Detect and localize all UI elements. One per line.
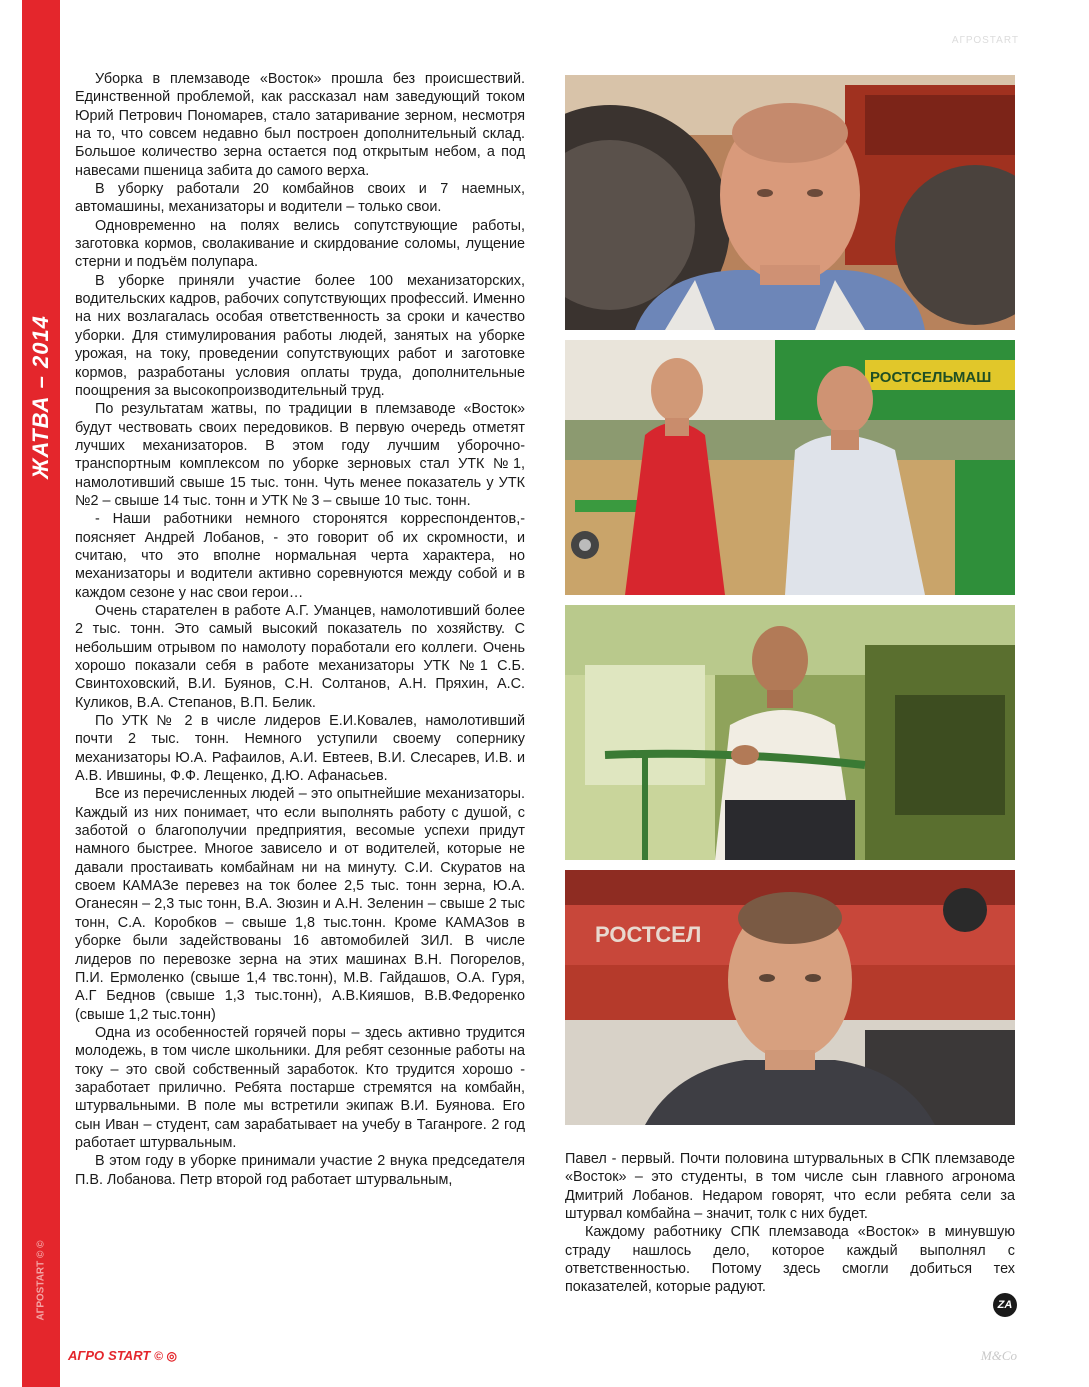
publisher-mark: M&Co (980, 1348, 1017, 1363)
header-tag: АГРОSTART (951, 35, 1019, 46)
photo-worker-on-combine (565, 605, 1015, 860)
paragraph: Очень старателен в работе А.Г. Уманцев, намолотивший более 2 тыс. тонн. Это самый высокий показатель по хозяйству. С небольшим отрывом по намолоту поработали его коллеги. Очень хорошо показали себя в работе механизаторы УТК №1 С.Б. Свинтоховский, В.И. Буянов, С.Н. Солтанов, А.Н. Пряхин, А.С. Куликов, В.А. Степанов, В.П. Белик. (75, 602, 525, 711)
article-end-badge: ZA (993, 1293, 1017, 1317)
paragraph: Уборка в племзаводе «Восток» прошла без происшествий. Единственной проблемой, как рассказал нам заведующий током Юрий Петрович Пономарев, стало затаривание зерном, несмотря на то, что совсем недавно был построен дополнительный склад. Большое количество зерна остается под открытым небом, а под навесами пшеница забита до самого верха. (75, 71, 525, 179)
paragraph: - Наши работники немного сторонятся корреспондентов,- поясняет Андрей Лобанов, - это говорит об их скромности, и считаю, что это вполне нормальная черта характера, но механизаторы и водители активно соревнуются между собой и в каждом сезоне у нас свои герои… (75, 511, 525, 601)
section-title-vertical: ЖАТВА – 2014 (28, 315, 53, 479)
paragraph: В уборке приняли участие более 100 механизаторских, водительских кадров, рабочих сопутствующих профессий. Именно на них возлагалась особая ответственность за сроки и качество уборки. Для стимулирования работы людей, занятых на уборке урожая, на току, проведении сопутствующих работ и заготовке кормов, разработаны условия оплаты труда, дополнительные поощрения за высокопроизводительный труд. (75, 272, 525, 399)
article-left-column (75, 70, 525, 1189)
paragraph: Каждому работнику СПК племзавода «Восток» в минувшую страду нашлось дело, которое каждый выполнял с ответственностью. Потому здесь смогли добиться тех показателей, которые радуют. (565, 1224, 1015, 1296)
side-brand: АГРОSTART © © (35, 1239, 47, 1321)
paragraph: В этом году в уборке принимали участие 2 внука председателя П.В. Лобанова. Петр второй год работает штурвальным, (75, 1153, 525, 1188)
side-band (22, 0, 60, 1387)
paragraph: Все из перечисленных людей – это опытнейшие механизаторы. Каждый из них понимает, что если выполнять работу с душой, с заботой о благополучии предприятия, весомые успехи придут намного быстрее. Многое зависело и от водителей, которые не давали простаивать комбайнам ни на минуту. С.И. Скуратов на своем КАМАЗе перевез на ток более 2,5 тыс. тонн зерна, Ю.А. Оганесян – 2,3 тыс тонн, В.А. Зюзин и А.Н. Зеленин – свыше 2 тыс тонн, С.А. Коробков – свыше 1,8 тыс.тонн. Кроме КАМАЗов в уборке были задействованы 16 автомобилей ЗИЛ. В числе лидеров по перевозке зерна на этих машинах В.Н. Погорелов, П.И. Ермоленко (свыше 1,4 твс.тонн), М.В. Гайдашов, О.А. Гуря, А.Г Беднов (свыше 1,3 тыс.тонн), А.В.Кияшов, В.В.Федоренко (свыше 1,2 тыс.тонн) (75, 786, 525, 1023)
paragraph: По результатам жатвы, по традиции в племзаводе «Восток» будут чествовать своих передовиков. В первую очередь отметят лучших механизаторов. В этом году лучшим уборочно-транспортным комплексом по уборке зерновых стал УТК №1, намолотивший свыше 15 тыс. тонн. Чуть менее показатель у УТК №2 – свыше 14 тыс. тонн и УТК № 3 – свыше 10 тыс. тонн. (75, 401, 525, 509)
photo-portrait-1 (565, 75, 1015, 330)
photo-two-workers (565, 340, 1015, 595)
paragraph: По УТК № 2 в числе лидеров Е.И.Ковалев, намолотивший почти 2 тыс. тонн. Немного уступили своему сопернику механизаторы Ю.А. Рафаилов, А.И. Евтеев, В.И. Слесарев, И.В. и А.В. Ившины, Ф.Ф. Лещенко, Д.Ю. Афанасьев. (75, 713, 525, 785)
photo-portrait-2 (565, 870, 1015, 1125)
magazine-logo: АГРО START © ◎ (68, 1348, 177, 1363)
combine-sign: РОСТСЕЛ (595, 922, 702, 947)
combine-sign: РОСТСЕЛЬМАШ (870, 369, 992, 386)
paragraph: Павел - первый. Почти половина штурвальных в СПК племзаводе «Восток» – это студенты, в том числе сын главного агронома Дмитрий Лобанов. Недаром говорят, что если ребята сели за штурвал комбайна – значит, толк с них будет. (565, 1151, 1015, 1223)
article-right-column (565, 1150, 1015, 1297)
paragraph: В уборку работали 20 комбайнов своих и 7 наемных, автомашины, механизаторы и водители – только свои. (75, 181, 525, 216)
paragraph: Одновременно на полях велись сопутствующие работы, заготовка кормов, сволакивание и скирдование соломы, лущение стерни и подъём полупара. (75, 217, 525, 271)
paragraph: Одна из особенностей горячей поры – здесь активно трудится молодежь, в том числе школьники. Для ребят сезонные работы на току – это свой собственный заработок. Кто трудится хорошо - заработает прилично. Ребята постарше стремятся на комбайн, штурвальными. В поле мы встретили экипаж В.И. Буянова. Его сын Иван – студент, сам зарабатывает на учебу в Таганроге. 2 год работает штурвальным. (75, 1024, 525, 1151)
